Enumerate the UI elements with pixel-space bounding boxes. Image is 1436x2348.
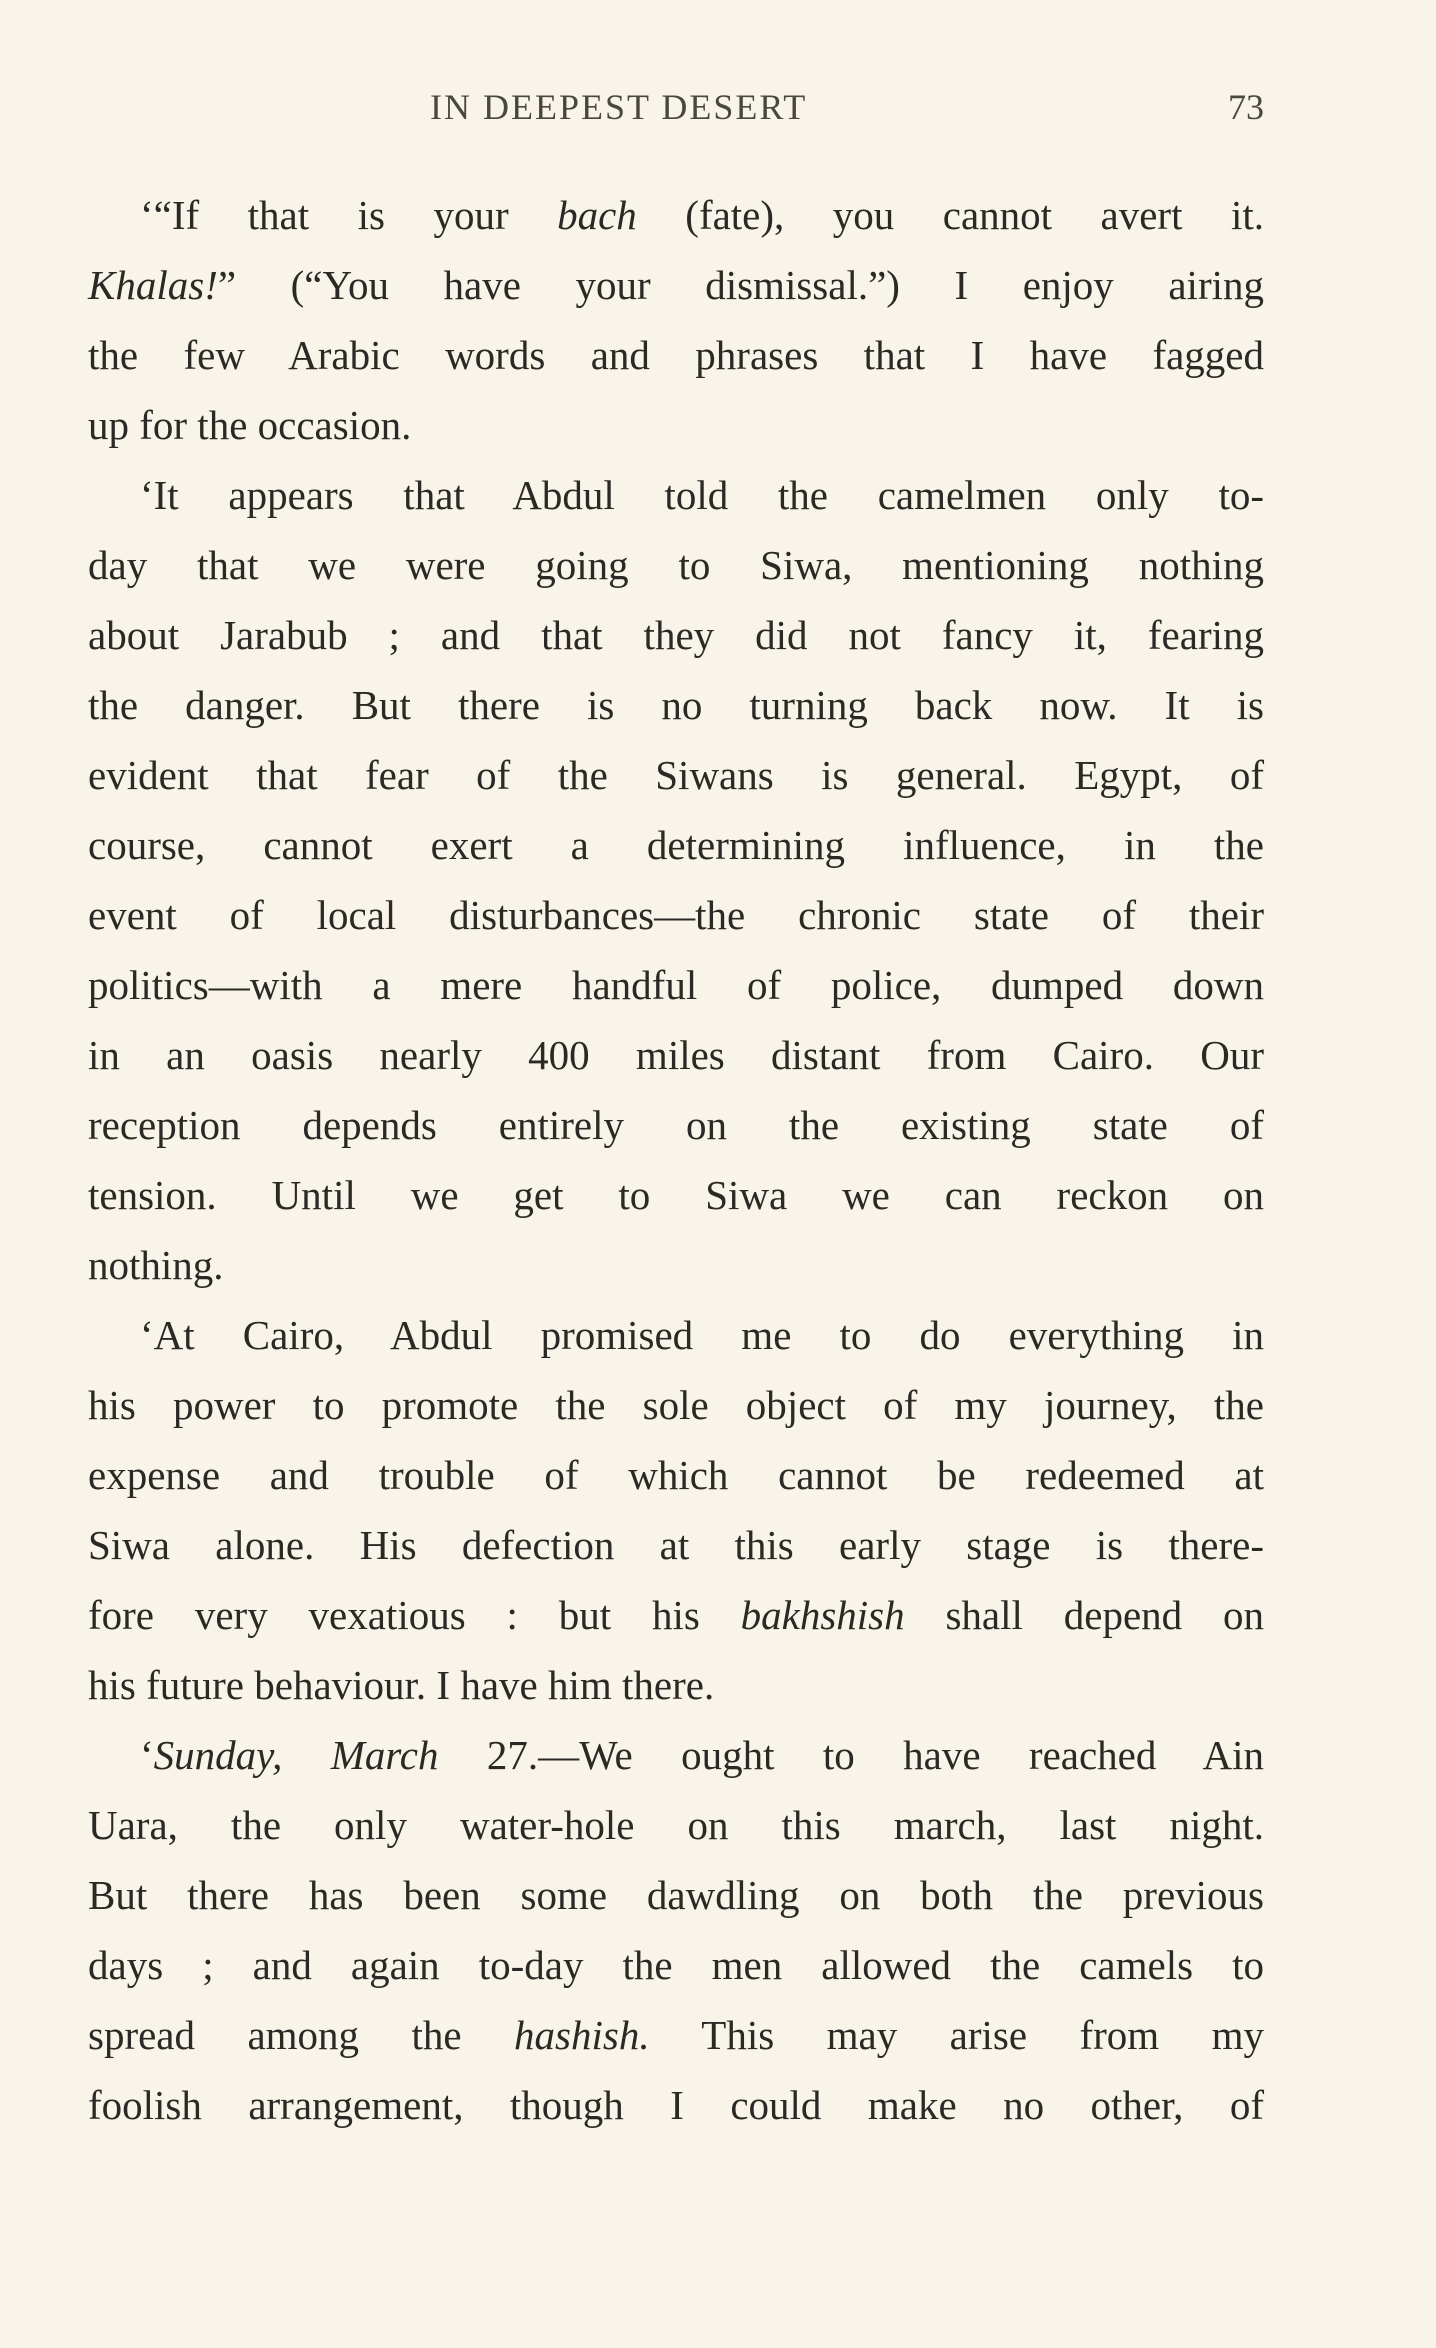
text-line: [88, 1860, 1264, 1930]
text-segment: days ; and again to-day the men allowed the camels to: [88, 1942, 1264, 1988]
text-line: [88, 670, 1264, 740]
text-segment: spread among the: [88, 2012, 515, 2058]
text-line: [88, 950, 1264, 1020]
text-line: [88, 1020, 1264, 1090]
text-line: [88, 740, 1264, 810]
text-segment: expense and trouble of which cannot be redeemed at: [88, 1452, 1264, 1498]
text-segment: up for the occasion.: [88, 402, 412, 448]
text-segment: Siwa alone. His defection at this early stage is there-: [88, 1522, 1264, 1568]
text-segment: shall depend on: [904, 1592, 1264, 1638]
text-segment: his power to promote the sole object of my journey, the: [88, 1382, 1264, 1428]
text-line: [88, 1580, 1264, 1650]
page-number: 73: [1228, 87, 1264, 127]
italic-text: Khalas!: [88, 262, 218, 308]
running-title: IN DEEPEST DESERT: [430, 87, 808, 127]
text-segment: his future behaviour. I have him there.: [88, 1662, 715, 1708]
text-segment: foolish arrangement, though I could make no other, of: [88, 2082, 1264, 2128]
text-line: [88, 250, 1264, 320]
text-line: [88, 1650, 1264, 1720]
text-segment: event of local disturbances—the chronic state of their: [88, 892, 1264, 938]
text-segment: in an oasis nearly 400 miles distant from Cairo. Our: [88, 1032, 1264, 1078]
text-segment: evident that fear of the Siwans is general. Egypt, of: [88, 752, 1264, 798]
text-segment: reception depends entirely on the existing state of: [88, 1102, 1264, 1148]
text-line: [88, 1790, 1264, 1860]
text-segment: politics—with a mere handful of police, dumped down: [88, 962, 1264, 1008]
text-segment: ‘: [140, 1732, 154, 1778]
text-segment: (fate), you cannot avert it.: [636, 192, 1264, 238]
body-text: [88, 180, 1264, 2140]
text-segment: This may arise from my: [649, 2012, 1264, 2058]
text-line: [88, 1510, 1264, 1580]
text-segment: ” (“You have your dismissal.”) I enjoy airing: [217, 262, 1264, 308]
running-head: [0, 86, 1436, 136]
text-segment: 27.—We ought to have reached Ain: [438, 1732, 1264, 1778]
text-line: [88, 880, 1264, 950]
text-line: [88, 180, 1264, 250]
text-segment: nothing.: [88, 1242, 224, 1288]
text-line: [88, 1720, 1264, 1790]
text-segment: about Jarabub ; and that they did not fancy it, fearing: [88, 612, 1264, 658]
text-line: [88, 460, 1264, 530]
text-line: [88, 320, 1264, 390]
italic-text: Sunday, March: [153, 1732, 439, 1778]
text-line: [88, 2070, 1264, 2140]
italic-text: bach: [557, 192, 637, 238]
italic-text: bakhshish: [740, 1592, 905, 1638]
text-line: [88, 1160, 1264, 1230]
text-line: [88, 1370, 1264, 1440]
text-line: [88, 1230, 1264, 1300]
italic-text: hashish.: [514, 2012, 650, 2058]
text-segment: Uara, the only water-hole on this march, last night.: [88, 1802, 1264, 1848]
text-line: [88, 530, 1264, 600]
text-segment: ‘It appears that Abdul told the camelmen only to-: [140, 472, 1264, 518]
text-segment: course, cannot exert a determining influence, in the: [88, 822, 1264, 868]
text-segment: ‘At Cairo, Abdul promised me to do everything in: [140, 1312, 1264, 1358]
text-line: [88, 1440, 1264, 1510]
text-segment: the few Arabic words and phrases that I have fagged: [88, 332, 1264, 378]
text-line: [88, 600, 1264, 670]
text-segment: tension. Until we get to Siwa we can reckon on: [88, 1172, 1264, 1218]
text-segment: But there has been some dawdling on both the previous: [88, 1872, 1264, 1918]
text-segment: ‘“If that is your: [140, 192, 558, 238]
text-line: [88, 1930, 1264, 2000]
text-line: [88, 1090, 1264, 1160]
text-line: [88, 2000, 1264, 2070]
text-segment: fore very vexatious : but his: [88, 1592, 741, 1638]
text-line: [88, 390, 1264, 460]
text-segment: the danger. But there is no turning back now. It is: [88, 682, 1264, 728]
text-line: [88, 1300, 1264, 1370]
text-line: [88, 810, 1264, 880]
text-segment: day that we were going to Siwa, mentioning nothing: [88, 542, 1264, 588]
